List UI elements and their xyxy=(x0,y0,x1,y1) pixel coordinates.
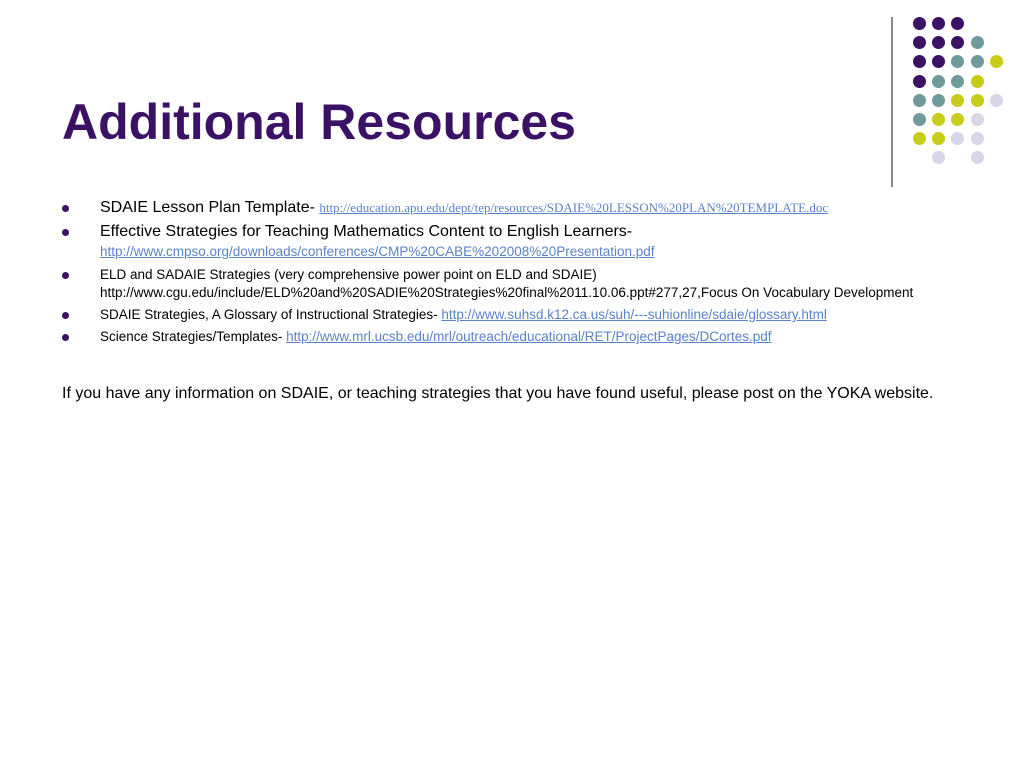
resource-link[interactable]: http://www.mrl.ucsb.edu/mrl/outreach/educational/RET/ProjectPages/DCortes.pdf xyxy=(286,329,772,344)
resource-label: SDAIE Lesson Plan Template- xyxy=(100,199,320,216)
bullet-icon xyxy=(62,205,69,212)
decorative-dot xyxy=(951,55,964,68)
slide-title: Additional Resources xyxy=(62,94,576,150)
decorative-dot xyxy=(913,17,926,30)
bullet-icon xyxy=(62,272,69,279)
decorative-dot xyxy=(951,75,964,88)
decorative-dot xyxy=(932,36,945,49)
decorative-dot xyxy=(913,55,926,68)
bullet-icon xyxy=(62,229,69,236)
decorative-dot xyxy=(971,113,984,126)
resource-label: SDAIE Strategies, A Glossary of Instructional Strategies- xyxy=(100,307,442,322)
decorative-dot xyxy=(932,17,945,30)
decorative-dot xyxy=(913,113,926,126)
decorative-dot xyxy=(971,94,984,107)
decorative-dot xyxy=(971,36,984,49)
decorative-dot xyxy=(971,55,984,68)
decorative-dot xyxy=(913,75,926,88)
resource-link[interactable]: http://education.apu.edu/dept/tep/resources/SDAIE%20LESSON%20PLAN%20TEMPLATE.doc xyxy=(319,200,829,215)
resource-link[interactable]: http://www.cmpso.org/downloads/conferences/CMP%20CABE%202008%20Presentation.pdf xyxy=(100,244,655,259)
decorative-dot xyxy=(971,151,984,164)
list-item xyxy=(62,328,1002,346)
decorative-dot xyxy=(951,113,964,126)
list-item xyxy=(62,198,1002,218)
decorative-dot xyxy=(951,17,964,30)
divider-line xyxy=(891,17,893,187)
resource-label: Effective Strategies for Teaching Mathematics Content to English Learners- xyxy=(100,223,633,240)
decorative-dot xyxy=(951,36,964,49)
decorative-dot xyxy=(913,36,926,49)
list-item xyxy=(62,222,1002,262)
decorative-dot xyxy=(932,151,945,164)
decorative-dot xyxy=(932,132,945,145)
decorative-dot xyxy=(971,132,984,145)
resource-link[interactable]: http://www.suhsd.k12.ca.us/suh/---suhionline/sdaie/glossary.html xyxy=(441,307,827,322)
decorative-dot xyxy=(913,94,926,107)
decorative-dot xyxy=(932,55,945,68)
decorative-dot xyxy=(990,55,1003,68)
list-item xyxy=(62,306,1002,324)
resource-url-text: http://www.cgu.edu/include/ELD%20and%20SADIE%20Strategies%20final%2011.10.06.ppt#277,27,Focus On Vocabulary Development xyxy=(100,285,914,300)
decorative-dot xyxy=(951,94,964,107)
bullet-icon xyxy=(62,334,69,341)
decorative-dot xyxy=(932,94,945,107)
decorative-dot xyxy=(913,132,926,145)
resource-list xyxy=(62,198,1002,350)
decorative-dot xyxy=(932,75,945,88)
resource-label: Science Strategies/Templates- xyxy=(100,329,287,344)
decorative-dot xyxy=(951,132,964,145)
closing-note: If you have any information on SDAIE, or teaching strategies that you have found useful, please post on the YOKA website. xyxy=(62,385,934,402)
resource-label: ELD and SADAIE Strategies (very comprehensive power point on ELD and SDAIE) xyxy=(100,267,597,282)
bullet-icon xyxy=(62,312,69,319)
decorative-dot xyxy=(932,113,945,126)
list-item xyxy=(62,266,1002,302)
decorative-dot xyxy=(990,94,1003,107)
decorative-dot xyxy=(971,75,984,88)
